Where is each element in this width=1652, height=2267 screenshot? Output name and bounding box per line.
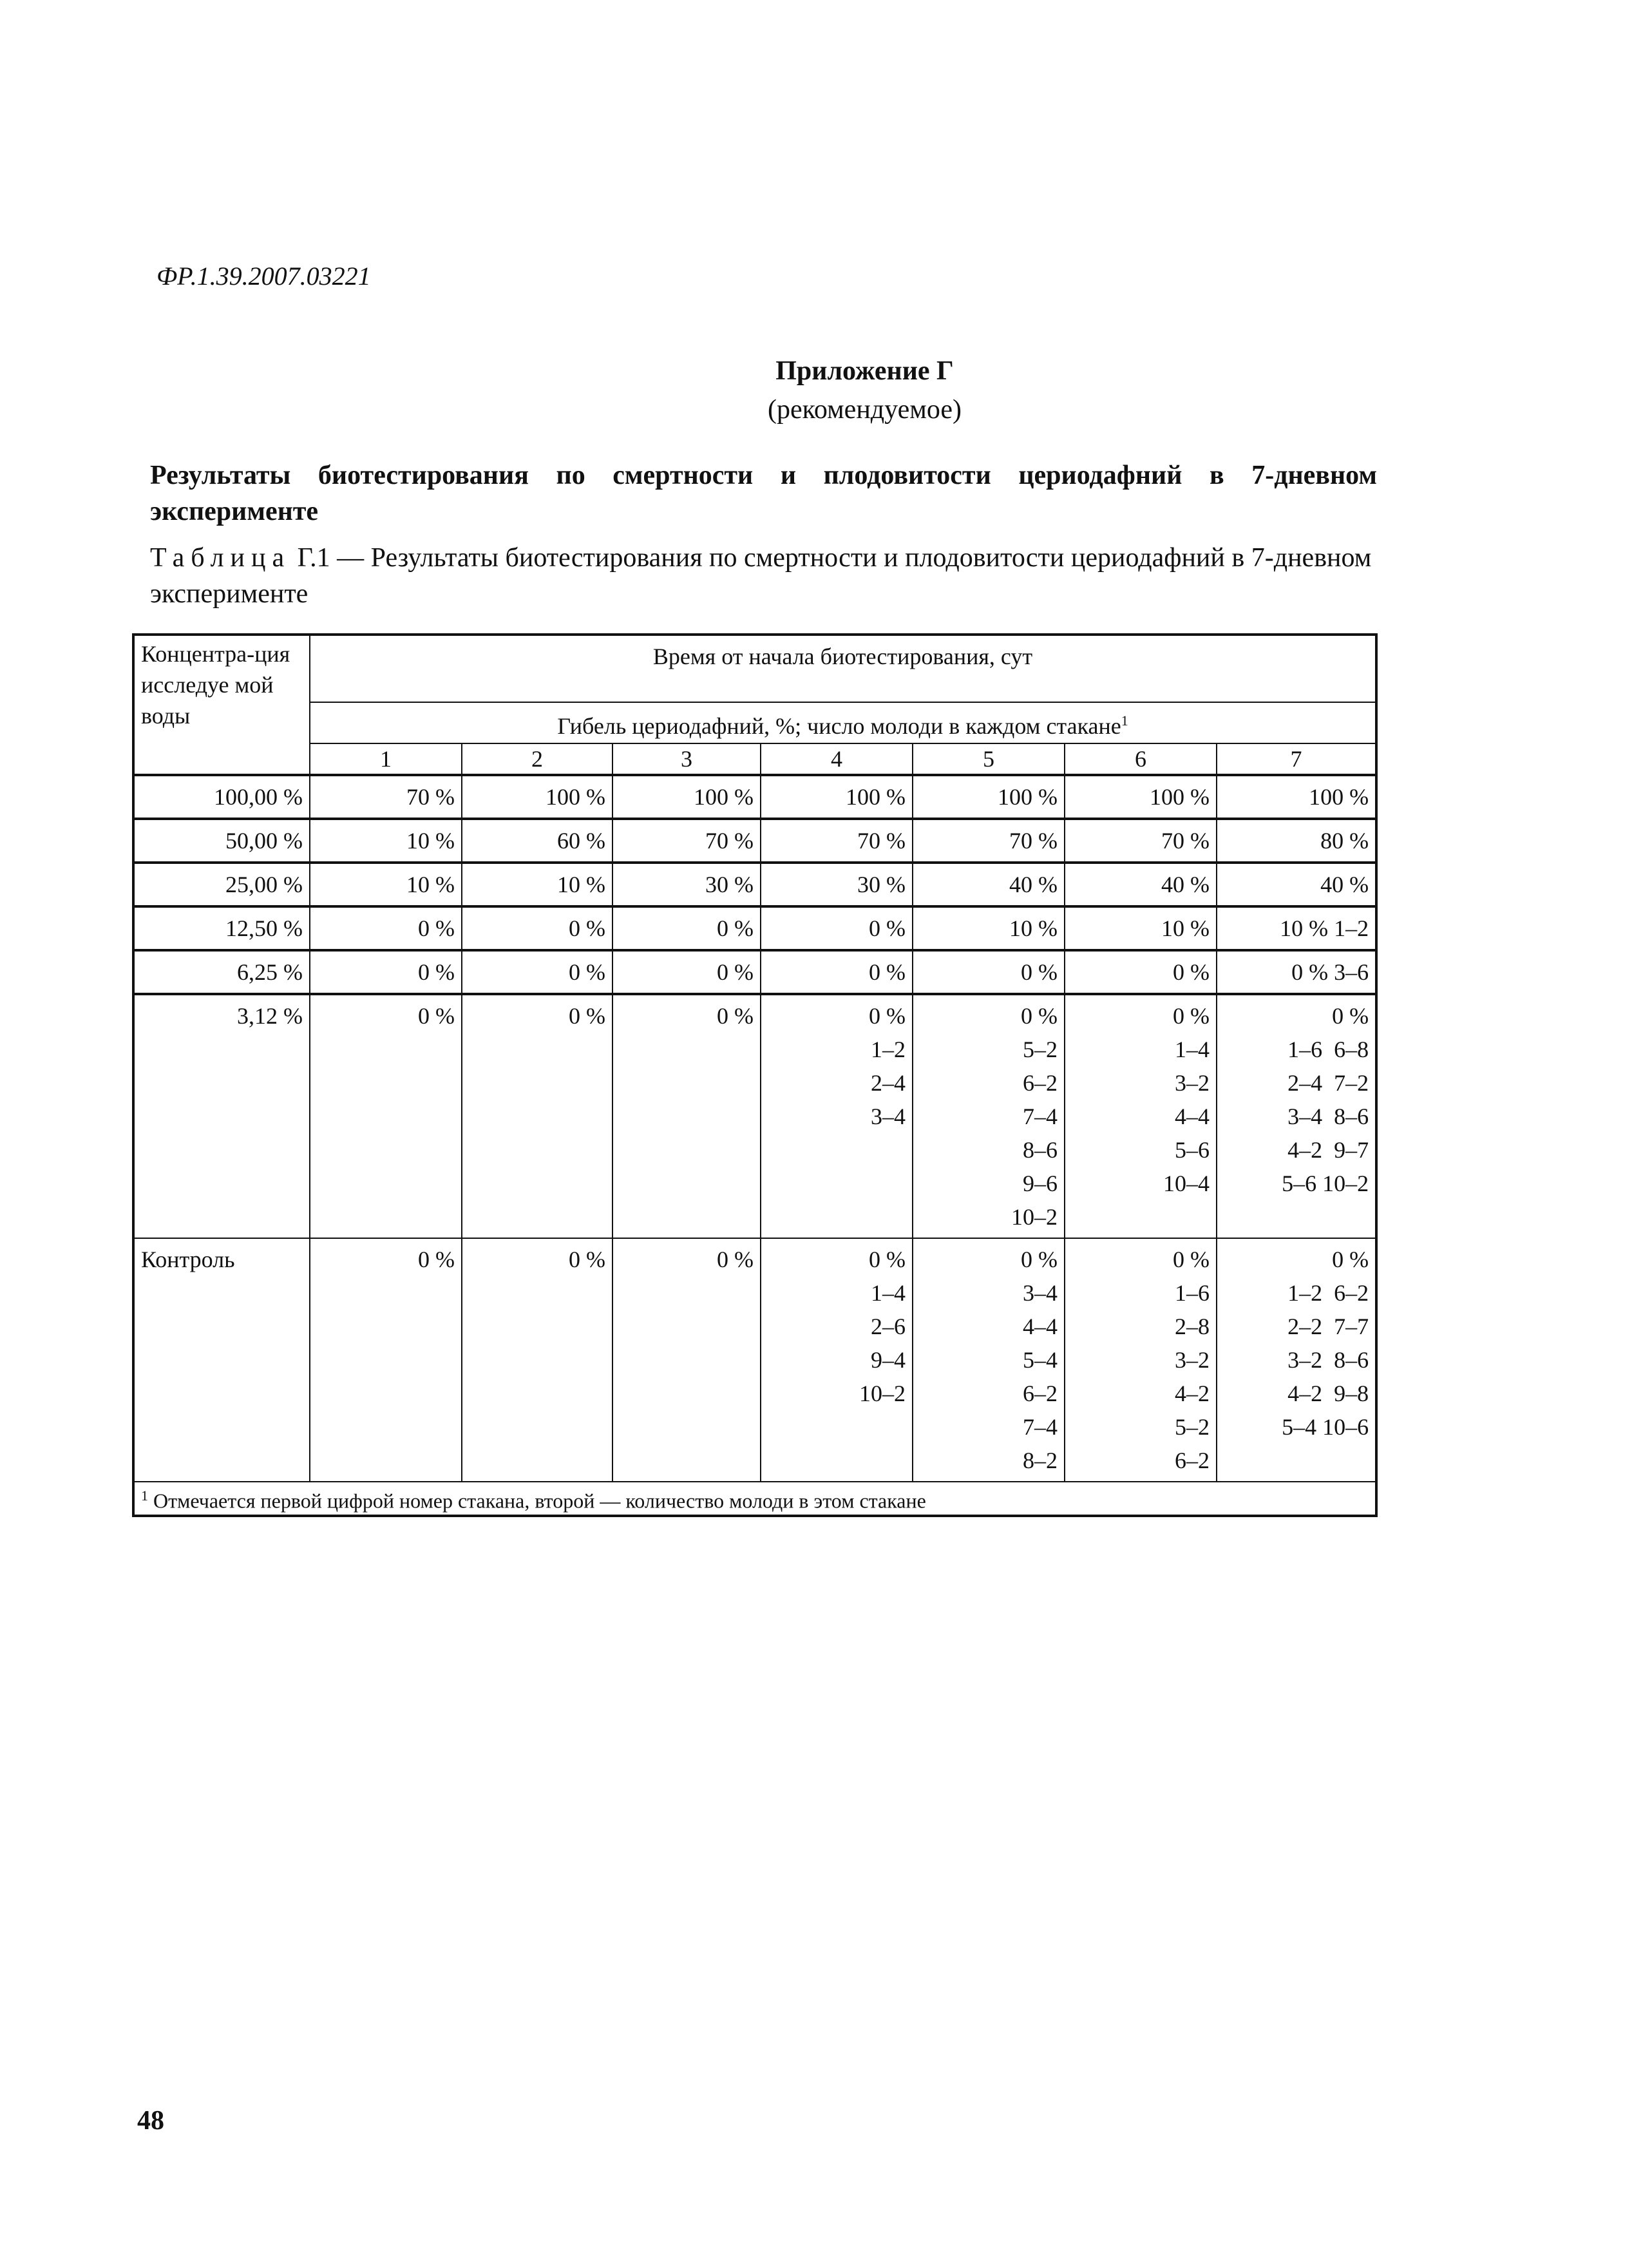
value-cell: 0 % 1–6 2–8 3–2 4–2 5–2 6–2 bbox=[1065, 1238, 1217, 1482]
value-cell: 0 % 5–2 6–2 7–4 8–6 9–6 10–2 bbox=[913, 994, 1065, 1238]
value-cell: 60 % bbox=[462, 819, 612, 863]
concentration-cell: 12,50 % bbox=[133, 906, 310, 950]
value-cell: 30 % bbox=[761, 863, 913, 906]
day-header: 2 bbox=[462, 743, 612, 775]
value-cell: 0 % bbox=[612, 1238, 761, 1482]
value-cell: 10 % bbox=[913, 906, 1065, 950]
table-row bbox=[133, 863, 1376, 906]
value-cell: 30 % bbox=[612, 863, 761, 906]
footnote-mark: 1 bbox=[141, 1487, 148, 1504]
value-cell: 0 % 1–4 3–2 4–4 5–6 10–4 bbox=[1065, 994, 1217, 1238]
header-time: Время от начала биотестирования, сут bbox=[310, 635, 1376, 702]
value-cell: 0 % bbox=[310, 994, 462, 1238]
table-row bbox=[133, 906, 1376, 950]
value-cell: 0 % bbox=[462, 1238, 612, 1482]
table-caption-text: Г.1 — Результаты биотестирования по смертности и плодовитости цериодафний в 7-дневном эксперименте bbox=[150, 543, 1372, 609]
value-cell: 0 % 1–2 6–2 2–2 7–7 3–2 8–6 4–2 9–8 5–4 10–6 bbox=[1217, 1238, 1376, 1482]
results-table bbox=[132, 633, 1378, 1517]
value-cell: 100 % bbox=[1217, 775, 1376, 819]
header-row-time bbox=[133, 635, 1376, 702]
value-cell: 10 % bbox=[310, 819, 462, 863]
concentration-cell: 25,00 % bbox=[133, 863, 310, 906]
header-row-days bbox=[133, 743, 1376, 775]
table-row bbox=[133, 775, 1376, 819]
concentration-cell: Контроль bbox=[133, 1238, 310, 1482]
table-row bbox=[133, 1238, 1376, 1482]
table-row bbox=[133, 950, 1376, 994]
day-header: 7 bbox=[1217, 743, 1376, 775]
value-cell: 0 % bbox=[761, 906, 913, 950]
value-cell: 10 % bbox=[462, 863, 612, 906]
value-cell: 0 % bbox=[310, 1238, 462, 1482]
value-cell: 40 % bbox=[1217, 863, 1376, 906]
value-cell: 0 % 1–4 2–6 9–4 10–2 bbox=[761, 1238, 913, 1482]
value-cell: 70 % bbox=[1065, 819, 1217, 863]
header-mortality-text: Гибель цериодафний, %; число молоди в каждом стакане bbox=[557, 713, 1121, 739]
concentration-cell: 3,12 % bbox=[133, 994, 310, 1238]
value-cell: 0 % bbox=[612, 950, 761, 994]
footnote-row bbox=[133, 1482, 1376, 1516]
value-cell: 0 % bbox=[913, 950, 1065, 994]
concentration-cell: 6,25 % bbox=[133, 950, 310, 994]
value-cell: 40 % bbox=[913, 863, 1065, 906]
section-heading: Результаты биотестирования по смертности и плодовитости цериодафний в 7-дневном эксперименте bbox=[150, 461, 1377, 526]
table-caption bbox=[150, 540, 1377, 612]
value-cell: 10 % 1–2 bbox=[1217, 906, 1376, 950]
document-code: ФР.1.39.2007.03221 bbox=[157, 262, 371, 291]
appendix-subtitle: (рекомендуемое) bbox=[768, 395, 962, 425]
value-cell: 100 % bbox=[761, 775, 913, 819]
value-cell: 0 % bbox=[462, 994, 612, 1238]
day-header: 4 bbox=[761, 743, 913, 775]
header-row-mortality bbox=[133, 702, 1376, 743]
value-cell: 0 % 3–4 4–4 5–4 6–2 7–4 8–2 bbox=[913, 1238, 1065, 1482]
value-cell: 0 % bbox=[310, 950, 462, 994]
day-header: 5 bbox=[913, 743, 1065, 775]
concentration-cell: 50,00 % bbox=[133, 819, 310, 863]
day-header: 1 bbox=[310, 743, 462, 775]
value-cell: 70 % bbox=[913, 819, 1065, 863]
value-cell: 100 % bbox=[913, 775, 1065, 819]
value-cell: 0 % bbox=[612, 994, 761, 1238]
value-cell: 70 % bbox=[612, 819, 761, 863]
page-number: 48 bbox=[137, 2106, 164, 2136]
value-cell: 0 % 1–2 2–4 3–4 bbox=[761, 994, 913, 1238]
value-cell: 70 % bbox=[310, 775, 462, 819]
table-footnote bbox=[133, 1482, 1376, 1516]
value-cell: 0 % bbox=[462, 906, 612, 950]
header-concentration: Концентра-ция исследуе мой воды bbox=[133, 635, 310, 775]
value-cell: 0 % bbox=[310, 906, 462, 950]
value-cell: 0 % bbox=[761, 950, 913, 994]
value-cell: 0 % bbox=[612, 906, 761, 950]
value-cell: 100 % bbox=[462, 775, 612, 819]
table-caption-label: Таблица bbox=[150, 543, 291, 573]
value-cell: 0 % bbox=[462, 950, 612, 994]
concentration-cell: 100,00 % bbox=[133, 775, 310, 819]
appendix-title: Приложение Г bbox=[775, 356, 954, 386]
value-cell: 0 % 3–6 bbox=[1217, 950, 1376, 994]
value-cell: 100 % bbox=[1065, 775, 1217, 819]
table-row bbox=[133, 819, 1376, 863]
value-cell: 70 % bbox=[761, 819, 913, 863]
header-mortality bbox=[310, 702, 1376, 743]
value-cell: 100 % bbox=[612, 775, 761, 819]
value-cell: 0 % 1–6 6–8 2–4 7–2 3–4 8–6 4–2 9–7 5–6 10–2 bbox=[1217, 994, 1376, 1238]
value-cell: 80 % bbox=[1217, 819, 1376, 863]
day-header: 3 bbox=[612, 743, 761, 775]
footnote-text: Отмечается первой цифрой номер стакана, второй — количество молоди в этом стакане bbox=[153, 1489, 926, 1513]
value-cell: 10 % bbox=[1065, 906, 1217, 950]
value-cell: 40 % bbox=[1065, 863, 1217, 906]
day-header: 6 bbox=[1065, 743, 1217, 775]
value-cell: 0 % bbox=[1065, 950, 1217, 994]
value-cell: 10 % bbox=[310, 863, 462, 906]
table-row bbox=[133, 994, 1376, 1238]
footnote-mark: 1 bbox=[1121, 713, 1128, 729]
